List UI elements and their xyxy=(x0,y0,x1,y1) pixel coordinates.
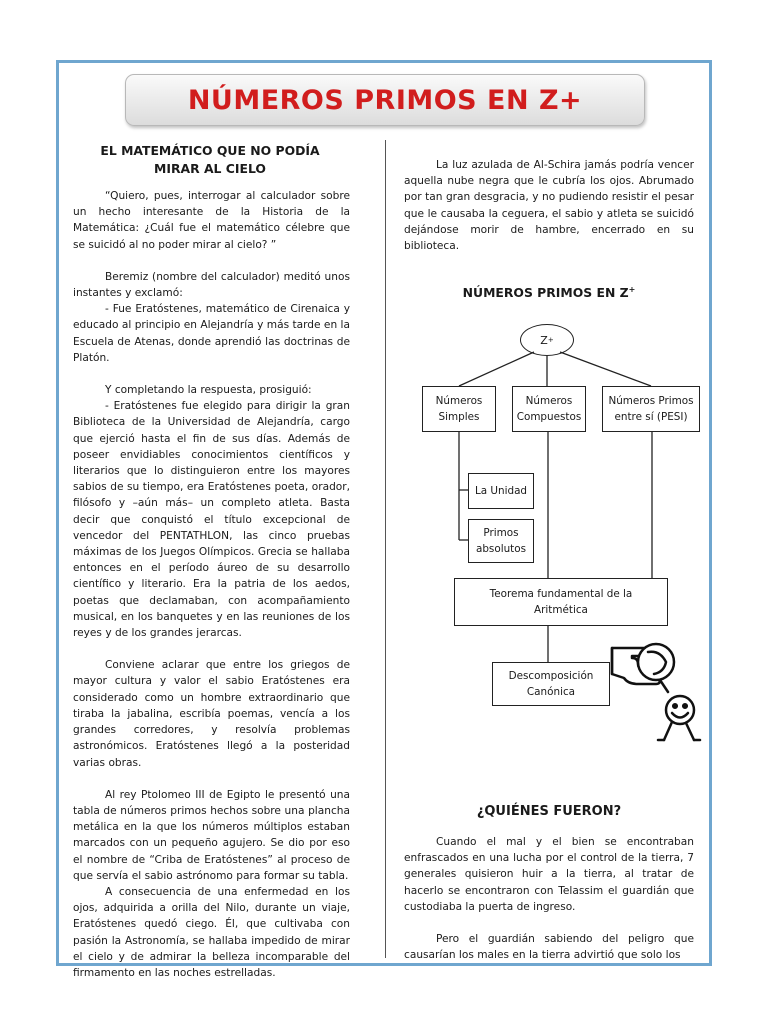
node-label: Números Primos xyxy=(608,395,694,407)
node-descomposicion xyxy=(492,662,610,706)
paragraph: A consecuencia de una enfermedad en los ojos, adquirida a orilla del Nilo, durante un viaje, Eratóstenes quedó ciego. Él, que cultivaba con pasión la Astronomía, se hallaba impedido de mirar el cielo y de admirar la belleza incomparable del firmamento en las noches estrelladas. xyxy=(73,885,350,979)
root-label: Z xyxy=(540,333,548,347)
paragraph: - Eratóstenes fue elegido para dirigir la gran Biblioteca de la Universidad de Alejandría, cargo que ejerció hasta el fin de sus días. Además de poseer envidiables conocimientos científicos y literarios que lo distinguieron entre los mayores sabios de su tiempo, era Eratóstenes poeta, orador, filósofo y –aún más– un completo atleta. Basta decir que conquistó el título excepcional de vencedor del PENTATHLON, las cinco pruebas máximas de los Juegos Olímpicos. Grecia se hallaba entonces en el período áureo de su desarrollo científico y literario. Era la patria de los aedos, poetas que declamaban, con acompañamiento musical, en los banquetes y en las reuniones de los reyes y de los grandes jerarcas. xyxy=(73,400,350,640)
node-label: Números xyxy=(525,395,573,407)
node-label: Números xyxy=(435,395,483,407)
node-numeros-simples xyxy=(422,386,496,432)
paragraph: Cuando el mal y el bien se encontraban enfrascados en una lucha por el control de la tierra, 7 generales quisieron huir a la tierra, al tratar de hacerlo se encontraron con Telassim el guardián que custodiaba la puerta de ingreso. xyxy=(404,836,694,913)
node-primos-absolutos xyxy=(468,519,534,563)
node-teorema xyxy=(454,578,668,626)
node-la-unidad xyxy=(468,473,534,509)
diagram-title-sup: + xyxy=(628,285,636,294)
page-title: NÚMEROS PRIMOS EN Z+ xyxy=(187,84,583,116)
section-heading-quienes: ¿QUIÉNES FUERON? xyxy=(476,804,622,819)
paragraph: Conviene aclarar que entre los griegos de mayor cultura y valor el sabio Eratóstenes era considerado como un hombre extraordinario que tiraba la jabalina, escribía poemas, vencía a los grandes corredores, y resolvía problemas astronómicos. Eratóstenes llegó a la posteridad varias obras. xyxy=(73,659,350,769)
node-label: Simples xyxy=(438,411,480,423)
paragraph: “Quiero, pues, interrogar al calculador sobre un hecho interesante de la Historia de la Matemática: ¿Cuál fue el matemático célebre que se suicidó al no poder mirar al cielo? ” xyxy=(73,190,350,251)
paragraph: Y completando la respuesta, prosiguió: xyxy=(105,384,312,397)
node-label: Descomposición xyxy=(508,670,594,682)
pointing-hand-character-icon xyxy=(608,640,708,750)
paragraph: La luz azulada de Al-Schira jamás podría vencer aquella nube negra que le cubría los ojos. Abrumado por tan gran desgracia, y no pudiendo resistir el pesar que le causaba la ceguera, el sabio y atleta se suicidó dejándose morir de hambre, encerrado en su biblioteca. xyxy=(404,159,694,253)
root-sup: + xyxy=(547,336,554,344)
node-label: Aritmética xyxy=(534,604,588,616)
node-label: entre sí (PESI) xyxy=(614,411,688,423)
node-numeros-compuestos xyxy=(512,386,586,432)
paragraph: - Fue Eratóstenes, matemático de Cirenaica y educado al principio en Alejandría y más tarde en la Escuela de Atenas, donde aprendió las doctrinas de Platón. xyxy=(73,303,350,364)
node-label: absolutos xyxy=(475,543,527,555)
node-label: Compuestos xyxy=(516,411,582,423)
paragraph: Beremiz (nombre del calculador) meditó unos instantes y exclamó: xyxy=(73,270,350,300)
node-label: Canónica xyxy=(526,686,576,698)
node-pesi xyxy=(602,386,700,432)
right-column-text xyxy=(404,834,694,963)
left-heading-line2: MIRAR AL CIELO xyxy=(154,161,266,176)
paragraph: Al rey Ptolomeo III de Egipto le presentó una tabla de números primos hechos sobre una plancha metálica en la que los números múltiplos estaban marcados con un pequeño agujero. Se dio por eso el nombre de “Criba de Eratóstenes” al proceso de que servía el sabio astrónomo para formar su tabla. xyxy=(73,788,350,882)
node-label: La Unidad xyxy=(474,485,528,497)
left-heading-line1: EL MATEMÁTICO QUE NO PODÍA xyxy=(100,143,320,158)
paragraph: Pero el guardián sabiendo del peligro que causarían los males en la tierra advirtió que solo los xyxy=(404,933,694,962)
node-label: Teorema fundamental de la xyxy=(489,588,633,600)
node-label: Primos xyxy=(483,527,519,539)
diagram-title-text: NÚMEROS PRIMOS EN Z xyxy=(462,285,629,301)
